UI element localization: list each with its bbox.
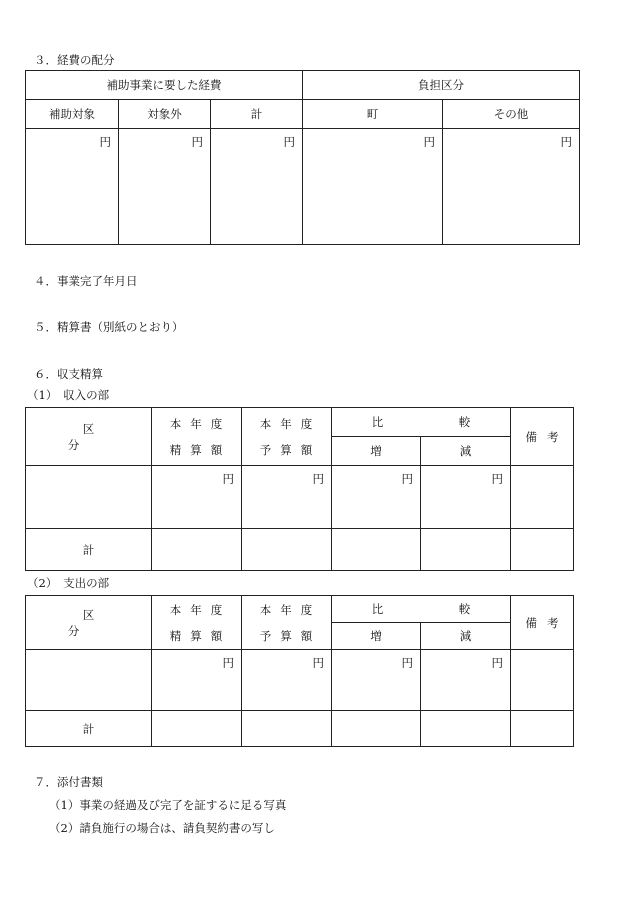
cell-non-target — [119, 129, 211, 245]
col-notes: 備考 — [511, 596, 574, 650]
section3-heading: ３．経費の配分 — [34, 53, 115, 67]
col-kubun: 区 分 — [26, 596, 152, 650]
cell-settlement — [152, 650, 242, 711]
cell-subsidy-target — [26, 129, 119, 245]
total-decrease — [421, 529, 511, 571]
cell-other — [443, 129, 580, 245]
col-notes: 備考 — [511, 408, 574, 466]
col-current-budget: 本年度 予算額 — [242, 596, 332, 650]
yen-unit: 円 — [222, 472, 234, 486]
total-budget — [242, 711, 332, 747]
yen-unit: 円 — [283, 135, 296, 149]
cell-decrease — [421, 466, 511, 529]
yen-unit: 円 — [560, 135, 573, 149]
col-decrease: 減 — [421, 623, 511, 650]
total-increase — [332, 529, 421, 571]
income-section-heading: （1） 収入の部 — [27, 388, 110, 402]
col-total: 計 — [211, 100, 303, 129]
total-settlement — [152, 711, 242, 747]
income-table — [25, 407, 574, 571]
total-budget — [242, 529, 332, 571]
col-other: その他 — [443, 100, 580, 129]
cell-notes — [511, 650, 574, 711]
yen-unit: 円 — [491, 472, 503, 486]
col-town: 町 — [303, 100, 443, 129]
yen-unit: 円 — [312, 656, 324, 670]
total-label: 計 — [26, 711, 152, 747]
cell-increase — [332, 650, 421, 711]
yen-unit: 円 — [312, 472, 324, 486]
attachment-item-photos: （1）事業の経過及び完了を証するに足る写真 — [49, 798, 287, 812]
col-increase: 増 — [332, 437, 421, 466]
total-settlement — [152, 529, 242, 571]
total-label: 計 — [26, 529, 152, 571]
cell-town — [303, 129, 443, 245]
col-compare: 比 較 — [332, 408, 511, 437]
col-compare: 比 較 — [332, 596, 511, 623]
cell-total — [211, 129, 303, 245]
expense-allocation-table — [25, 70, 580, 245]
cell-budget — [242, 650, 332, 711]
section5-heading: ５．精算書（別紙のとおり） — [34, 320, 184, 334]
cell-kubun — [26, 650, 152, 711]
cell-notes — [511, 466, 574, 529]
col-kubun: 区 分 — [26, 408, 152, 466]
yen-unit: 円 — [401, 472, 413, 486]
total-notes — [511, 529, 574, 571]
total-increase — [332, 711, 421, 747]
section6-heading: ６．収支精算 — [34, 367, 103, 381]
cell-settlement — [152, 466, 242, 529]
col-decrease: 減 — [421, 437, 511, 466]
expenditure-table — [25, 595, 574, 747]
col-group-subsidy-expenses: 補助事業に要した経費 — [26, 71, 303, 100]
section7-heading: ７．添付書類 — [34, 775, 103, 789]
cell-increase — [332, 466, 421, 529]
col-non-target: 対象外 — [119, 100, 211, 129]
total-decrease — [421, 711, 511, 747]
col-current-budget: 本年度 予算額 — [242, 408, 332, 466]
col-current-settlement: 本年度 精算額 — [152, 596, 242, 650]
col-group-burden-division: 負担区分 — [303, 71, 580, 100]
yen-unit: 円 — [99, 135, 111, 149]
col-current-settlement: 本年度 精算額 — [152, 408, 242, 466]
total-notes — [511, 711, 574, 747]
cell-kubun — [26, 466, 152, 529]
yen-unit: 円 — [222, 656, 234, 670]
yen-unit: 円 — [423, 135, 436, 149]
cell-budget — [242, 466, 332, 529]
yen-unit: 円 — [401, 656, 413, 670]
cell-decrease — [421, 650, 511, 711]
yen-unit: 円 — [191, 135, 203, 149]
yen-unit: 円 — [491, 656, 503, 670]
attachment-item-contract: （2）請負施行の場合は、請負契約書の写し — [49, 821, 275, 835]
section4-heading: ４．事業完了年月日 — [34, 274, 138, 288]
col-increase: 増 — [332, 623, 421, 650]
expense-section-heading: （2） 支出の部 — [27, 576, 110, 590]
col-subsidy-target: 補助対象 — [26, 100, 119, 129]
